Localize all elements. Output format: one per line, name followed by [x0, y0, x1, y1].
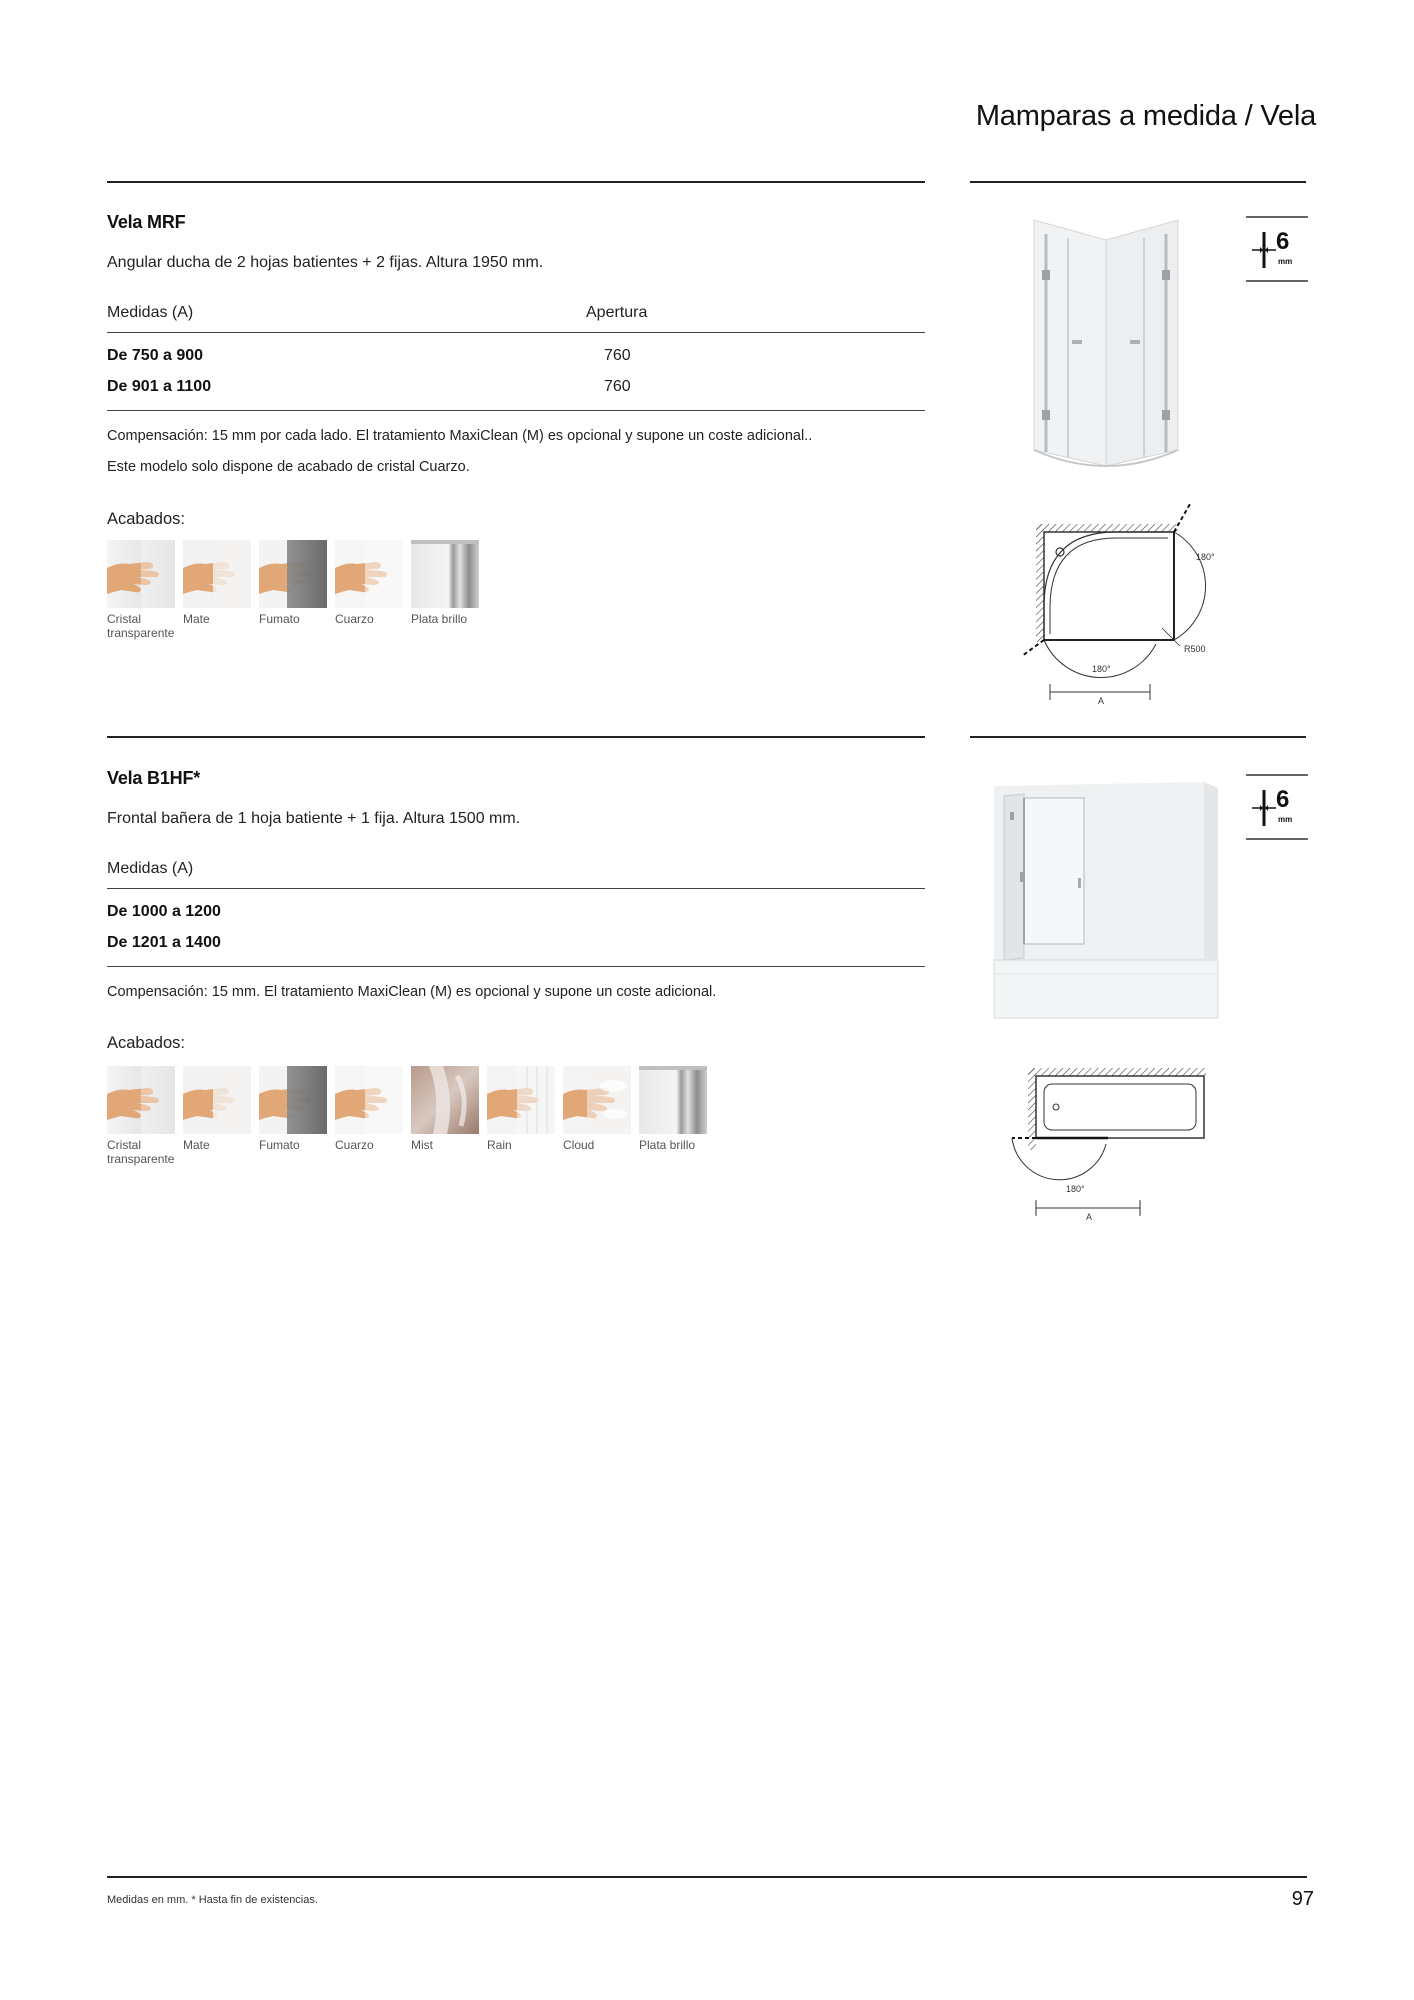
finish-swatch-hand-clear — [107, 1066, 175, 1134]
plan-angle-label: 180° — [1092, 664, 1111, 674]
plan-angle-label: 180° — [1196, 552, 1215, 562]
finish-label: Cuarzo — [335, 1138, 374, 1152]
finish-swatch-hand-rain — [487, 1066, 555, 1134]
model-name: Vela B1HF* — [107, 768, 201, 788]
table-cell-medida: De 901 a 1100 — [107, 378, 212, 395]
finish-label: Mate — [183, 612, 210, 626]
note-text: Este modelo solo dispone de acabado de cristal Cuarzo. — [107, 459, 470, 475]
table-header-apertura: Apertura — [586, 304, 648, 321]
finish-swatch-hand-mate — [183, 540, 251, 608]
plan-angle-label: 180° — [1066, 1184, 1085, 1194]
table-rule — [107, 888, 925, 889]
finish-label: Mist — [411, 1138, 433, 1152]
finish-swatch-mist — [411, 1066, 479, 1134]
finish-label: Cuarzo — [335, 612, 374, 626]
finish-label: Rain — [487, 1138, 512, 1152]
model-description: Frontal bañera de 1 hoja batiente + 1 fija. Altura 1500 mm. — [107, 810, 521, 827]
finish-swatch-hand-fumato — [259, 1066, 327, 1134]
finish-swatch-hand-fumato — [259, 540, 327, 608]
finish-swatch-hand-clear — [107, 540, 175, 608]
finish-swatch-hand-cuarzo — [335, 1066, 403, 1134]
thickness-value: 6 — [1276, 228, 1290, 255]
plan-diagram-corner — [1020, 496, 1220, 706]
finish-label: Mate — [183, 1138, 210, 1152]
finish-label: Fumato — [259, 612, 300, 626]
product-image-bath-screen — [990, 782, 1226, 1028]
page-title: Mamparas a medida / Vela — [975, 100, 1316, 132]
finish-label: Cloud — [563, 1138, 595, 1152]
section-divider — [970, 181, 1306, 183]
table-cell-apertura: 760 — [604, 378, 631, 395]
glass-thickness-badge — [1246, 216, 1308, 282]
thickness-value: 6 — [1276, 786, 1290, 813]
finish-swatch-profile-silver — [411, 540, 479, 608]
page-number: 97 — [1291, 1888, 1314, 1910]
plan-radius-label: R500 — [1184, 644, 1206, 654]
thickness-unit: mm — [1278, 815, 1293, 824]
finish-swatch-hand-cloud — [563, 1066, 631, 1134]
table-cell-medida: De 1000 a 1200 — [107, 903, 221, 920]
table-rule — [107, 332, 925, 333]
table-header-medidas: Medidas (A) — [107, 860, 194, 877]
table-header-medidas: Medidas (A) — [107, 304, 194, 321]
plan-dimension-label: A — [1086, 1212, 1093, 1222]
section-divider — [107, 181, 925, 183]
finish-label: Cristal transparente — [107, 1138, 175, 1166]
finish-label: Plata brillo — [411, 612, 468, 626]
finishes-label: Acabados: — [107, 510, 185, 528]
model-description: Angular ducha de 2 hojas batientes + 2 fijas. Altura 1950 mm. — [107, 254, 544, 271]
table-rule — [107, 966, 925, 967]
note-text: Compensación: 15 mm. El tratamiento MaxiClean (M) es opcional y supone un coste adicional. — [107, 984, 717, 1000]
finish-swatch-hand-mate — [183, 1066, 251, 1134]
finish-swatch-profile-silver — [639, 1066, 707, 1134]
footer-rule — [107, 1876, 1307, 1878]
thickness-unit: mm — [1278, 257, 1293, 266]
finish-swatch-hand-cuarzo — [335, 540, 403, 608]
section-divider — [970, 736, 1306, 738]
finish-label: Cristal transparente — [107, 612, 175, 640]
table-rule — [107, 410, 925, 411]
finish-label: Fumato — [259, 1138, 300, 1152]
finish-label: Plata brillo — [639, 1138, 696, 1152]
note-text: Compensación: 15 mm por cada lado. El tratamiento MaxiClean (M) es opcional y supone un coste adicional.. — [107, 428, 813, 444]
table-cell-medida: De 1201 a 1400 — [107, 934, 221, 951]
table-cell-medida: De 750 a 900 — [107, 347, 204, 364]
thickness-icon — [1252, 232, 1276, 268]
thickness-icon — [1252, 790, 1276, 826]
footer-note: Medidas en mm. * Hasta fin de existencias. — [107, 1894, 318, 1906]
finishes-label: Acabados: — [107, 1034, 185, 1052]
model-name: Vela MRF — [107, 212, 186, 232]
glass-thickness-badge — [1246, 774, 1308, 840]
section-divider — [107, 736, 925, 738]
table-cell-apertura: 760 — [604, 347, 631, 364]
plan-dimension-label: A — [1098, 696, 1105, 706]
product-image-corner-shower — [1020, 214, 1192, 472]
plan-diagram-bath — [1010, 1064, 1210, 1224]
